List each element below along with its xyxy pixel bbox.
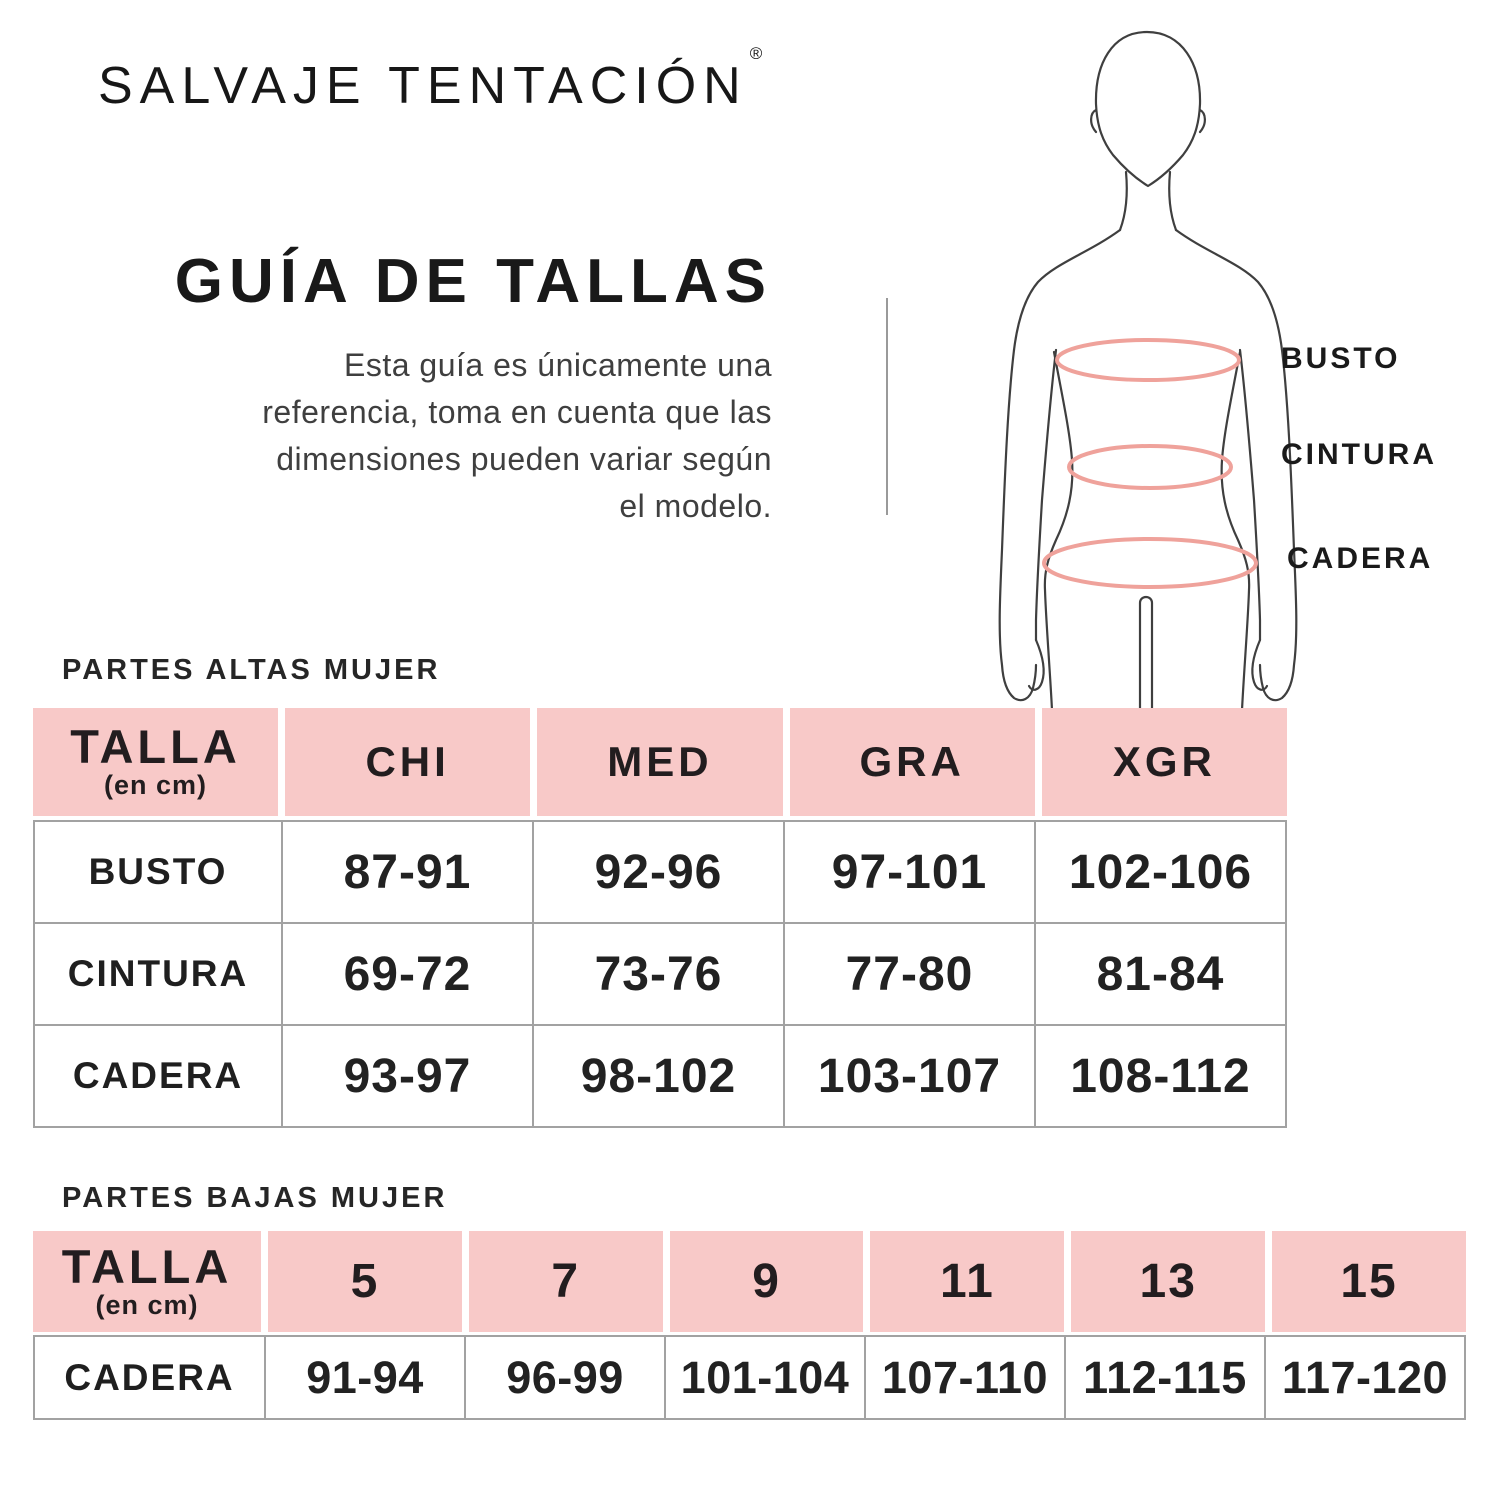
lower-header-size: 11 [870,1231,1064,1332]
measurement-value: 102-106 [1035,821,1286,923]
registered-trademark-icon: ® [749,43,763,63]
waist-measure-line [1069,446,1231,488]
head-outline [1096,32,1200,186]
intro-description [112,342,772,530]
brand-name: SALVAJE TENTACIÓN [98,57,748,115]
measurement-value: 103-107 [784,1025,1035,1127]
intro-block [112,247,772,530]
leg-gap [1140,597,1152,710]
talla-unit-label: (en cm) [95,1289,199,1320]
neck-right [1169,172,1176,230]
lower-header-size: 5 [268,1231,462,1332]
waist-label: CINTURA [1281,438,1437,471]
measurement-value: 93-97 [282,1025,533,1127]
talla-label: TALLA [70,720,241,773]
talla-unit-label: (en cm) [103,770,208,800]
measurement-value: 87-91 [282,821,533,923]
measurement-value: 91-94 [265,1336,465,1419]
row-label: BUSTO [34,821,282,923]
measurement-value: 101-104 [665,1336,865,1419]
table-row [34,1336,1465,1419]
talla-label: TALLA [61,1239,233,1293]
right-arm-outer [1260,350,1296,700]
measurement-value: 98-102 [533,1025,784,1127]
table-row [34,923,1286,1025]
right-ear [1200,110,1205,132]
measurement-value: 107-110 [865,1336,1065,1419]
upper-header-size: CHI [285,708,530,816]
measurement-value: 117-120 [1265,1336,1465,1419]
shoulder-left [1014,230,1120,350]
brand-logo [98,43,763,116]
intro-description-line: el modelo. [619,488,772,524]
page-title: GUÍA DE TALLAS [174,247,772,316]
measurement-value: 108-112 [1035,1025,1286,1127]
measurement-value: 69-72 [282,923,533,1025]
intro-description-line: Esta guía es únicamente una [344,347,772,383]
lower-header-size: 15 [1272,1231,1466,1332]
measurement-value: 81-84 [1035,923,1286,1025]
hip-measure-line [1044,539,1256,587]
table-row [34,1025,1286,1127]
row-label: CINTURA [34,923,282,1025]
neck-left [1120,172,1127,230]
upper-header-size: MED [537,708,782,816]
upper-header-size: XGR [1042,708,1287,816]
upper-table-title: PARTES ALTAS MUJER [62,654,441,686]
upper-header-talla-cell [33,708,278,816]
measurement-value: 73-76 [533,923,784,1025]
lower-table-header [33,1231,1466,1332]
lower-header-talla-cell [33,1231,261,1332]
upper-table-body [33,820,1287,1128]
measurement-value: 96-99 [465,1336,665,1419]
vertical-divider [886,298,888,515]
lower-header-size: 7 [469,1231,663,1332]
left-arm-outer [1000,350,1036,700]
hip-label: CADERA [1287,542,1434,575]
left-ear [1091,110,1096,132]
table-row [34,821,1286,923]
measurement-value: 77-80 [784,923,1035,1025]
shoulder-right [1176,230,1282,350]
right-arm-inner [1240,350,1260,640]
bust-measure-line [1057,340,1239,380]
row-label: CADERA [34,1336,265,1419]
measurement-value: 112-115 [1065,1336,1265,1419]
intro-description-line: referencia, toma en cuenta que las [262,394,772,430]
lower-table-title: PARTES BAJAS MUJER [62,1182,448,1214]
lower-header-size: 9 [670,1231,864,1332]
upper-header-size: GRA [790,708,1035,816]
upper-table-header [33,708,1287,816]
torso-left [1045,352,1073,710]
measurement-value: 92-96 [533,821,784,923]
measurement-value: 97-101 [784,821,1035,923]
lower-header-size: 13 [1071,1231,1265,1332]
lower-table-body [33,1335,1466,1420]
bust-label: BUSTO [1281,342,1401,375]
intro-description-line: dimensiones pueden variar según [276,441,772,477]
row-label: CADERA [34,1025,282,1127]
